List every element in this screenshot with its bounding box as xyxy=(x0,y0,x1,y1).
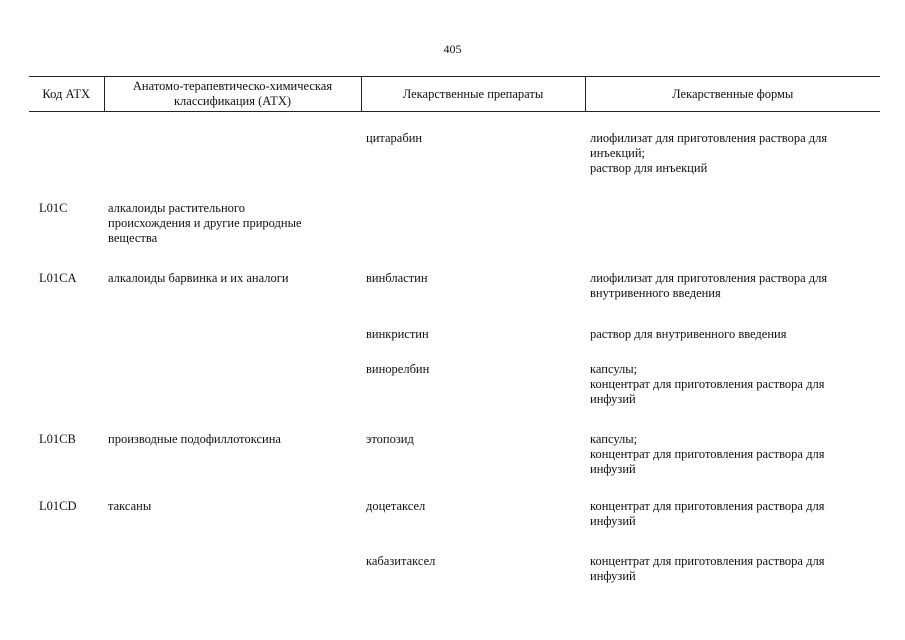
table-row xyxy=(29,112,880,183)
row-code xyxy=(29,309,104,344)
page-number: 405 xyxy=(443,42,462,56)
header-forms: Лекарственные формы xyxy=(585,77,880,112)
atc-table xyxy=(29,76,880,586)
row-forms xyxy=(585,112,880,183)
form-line: капсулы; xyxy=(590,431,638,446)
row-forms xyxy=(585,183,880,253)
form-line: концентрат для приготовления раствора для инфузий xyxy=(590,446,825,476)
row-drug xyxy=(361,183,585,253)
table-row xyxy=(29,183,880,253)
row-drug: доцетаксел xyxy=(366,498,426,513)
table-row xyxy=(29,536,880,586)
row-drug: этопозид xyxy=(366,431,414,446)
table-row xyxy=(29,414,880,481)
form-line: концентрат для приготовления раствора для инфузий xyxy=(590,498,825,528)
row-forms xyxy=(585,253,880,309)
row-classification xyxy=(104,536,361,586)
row-classification: алкалоиды растительного происхождения и другие природные вещества xyxy=(108,200,302,245)
row-forms xyxy=(585,414,880,481)
row-classification: производные подофиллотоксина xyxy=(108,431,281,446)
table-body xyxy=(29,112,880,586)
form-line: концентрат для приготовления раствора для инфузий xyxy=(590,376,825,406)
table-row xyxy=(29,309,880,344)
row-classification: алкалоиды барвинка и их аналоги xyxy=(108,270,289,285)
form-line: лиофилизат для приготовления раствора для внутривенного введения xyxy=(590,270,828,300)
row-drug: цитарабин xyxy=(366,131,423,145)
form-line: концентрат для приготовления раствора для инфузий xyxy=(590,553,825,583)
table-header xyxy=(29,77,880,112)
form-line: раствор для внутривенного введения xyxy=(590,326,787,341)
row-code: L01C xyxy=(39,200,68,215)
row-classification: таксаны xyxy=(108,498,152,513)
table-row xyxy=(29,344,880,414)
form-line: капсулы; xyxy=(590,361,638,376)
row-classification xyxy=(104,309,361,344)
table-row xyxy=(29,481,880,536)
row-drug: винорелбин xyxy=(366,361,430,376)
row-drug: винкристин xyxy=(366,326,429,341)
row-forms xyxy=(585,344,880,414)
row-drug: винбластин xyxy=(366,270,428,285)
header-code: Код АТХ xyxy=(29,77,104,112)
header-row xyxy=(29,77,880,112)
row-classification xyxy=(104,344,361,414)
table-row xyxy=(29,253,880,309)
row-forms xyxy=(585,481,880,536)
row-code xyxy=(29,112,104,183)
form-line: лиофилизат для приготовления раствора для инъекций; xyxy=(590,131,828,160)
form-line: раствор для инъекций xyxy=(590,161,708,175)
row-code xyxy=(29,536,104,586)
row-drug: кабазитаксел xyxy=(366,553,436,568)
row-code: L01CD xyxy=(39,498,77,513)
row-classification xyxy=(104,112,361,183)
header-classification: Анатомо-терапевтическо-химическая классификация (АТХ) xyxy=(104,77,361,112)
row-forms xyxy=(585,536,880,586)
row-code: L01CA xyxy=(39,270,77,285)
row-forms xyxy=(585,309,880,344)
row-code: L01CB xyxy=(39,431,76,446)
header-drugs: Лекарственные препараты xyxy=(361,77,585,112)
row-code xyxy=(29,344,104,414)
